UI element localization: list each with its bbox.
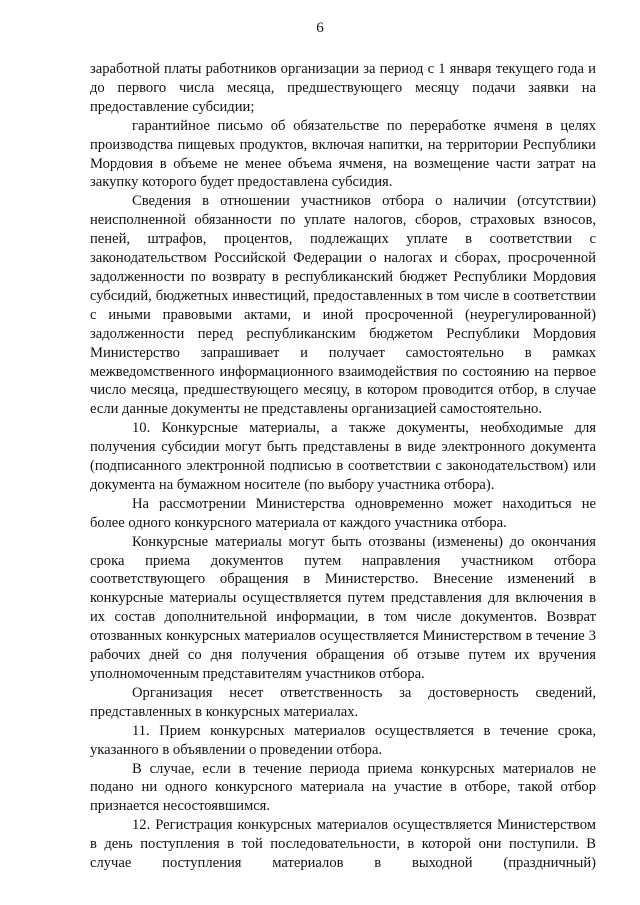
document-body (90, 60, 596, 873)
paragraph-failed-selection: В случае, если в течение периода приема конкурсных материалов не подано ни одного конкурсного материала на участие в отборе, такой отбор признается несостоявшимся. (90, 760, 596, 815)
paragraph-responsibility: Организация несет ответственность за достоверность сведений, представленных в конкурсных материалах. (90, 684, 596, 720)
paragraph-item-11: 11. Прием конкурсных материалов осуществляется в течение срока, указанного в объявлении о проведении отбора. (90, 722, 596, 758)
paragraph-debt-info: Сведения в отношении участников отбора о наличии (отсутствии) неисполненной обязанности по уплате налогов, сборов, страховых взносов, пеней, штрафов, процентов, подлежащих уплате в соответствии с законодательством Российской Федерации о налогах и сборах, просроченной задолженности по возврату в республиканский бюджет Республики Мордовия субсидий, бюджетных инвестиций, предоставленных в том числе в соответствии с иными правовыми актами, и иной просроченной (неурегулированной) задолженности перед республиканским бюджетом Республики Мордовия Министерство запрашивает и получает самостоятельно в рамках межведомственного информационного взаимодействия по состоянию на первое число месяца, предшествующего месяцу, в котором проводится отбор, в случае если данные документы не представлены организацией самостоятельно. (90, 193, 596, 418)
paragraph-continuation: заработной платы работников организации за период с 1 января текущего года и до первого числа месяца, предшествующего месяцу подачи заявки на предоставление субсидии; (90, 61, 596, 115)
paragraph-withdrawal: Конкурсные материалы могут быть отозваны (изменены) до окончания срока приема документов путем направления участником отбора соответствующего обращения в Министерство. Внесение изменений в конкурсные материалы осуществляется путем представления для включения в их состав дополнительной информации, в том числе документов. Возврат отозванных конкурсных материалов осуществляется Министерством в течение 3 рабочих дней со дня получения обращения об отзыве путем их вручения уполномоченным представителям участников отбора. (90, 533, 596, 682)
paragraph-item-12: 12. Регистрация конкурсных материалов осуществляется Министерством в день поступления в той последовательности, в которой они поступили. В случае поступления материалов в выходной (праздничный) (90, 817, 596, 872)
paragraph-guarantee-letter: гарантийное письмо об обязательстве по переработке ячменя в целях производства пищевых продуктов, включая напитки, на территории Республики Мордовия в объеме не менее объема ячменя, на возмещение части затрат на закупку которого будет предоставлена субсидия. (90, 117, 596, 191)
paragraph-item-10: 10. Конкурсные материалы, а также документы, необходимые для получения субсидии могут быть представлены в виде электронного документа (подписанного электронной подписью в соответствии с законодательством) или документа на бумажном носителе (по выбору участника отбора). (90, 420, 596, 493)
paragraph-one-material: На рассмотрении Министерства одновременно может находиться не более одного конкурсного материала от каждого участника отбора. (90, 495, 596, 531)
page-number: 6 (316, 20, 324, 36)
